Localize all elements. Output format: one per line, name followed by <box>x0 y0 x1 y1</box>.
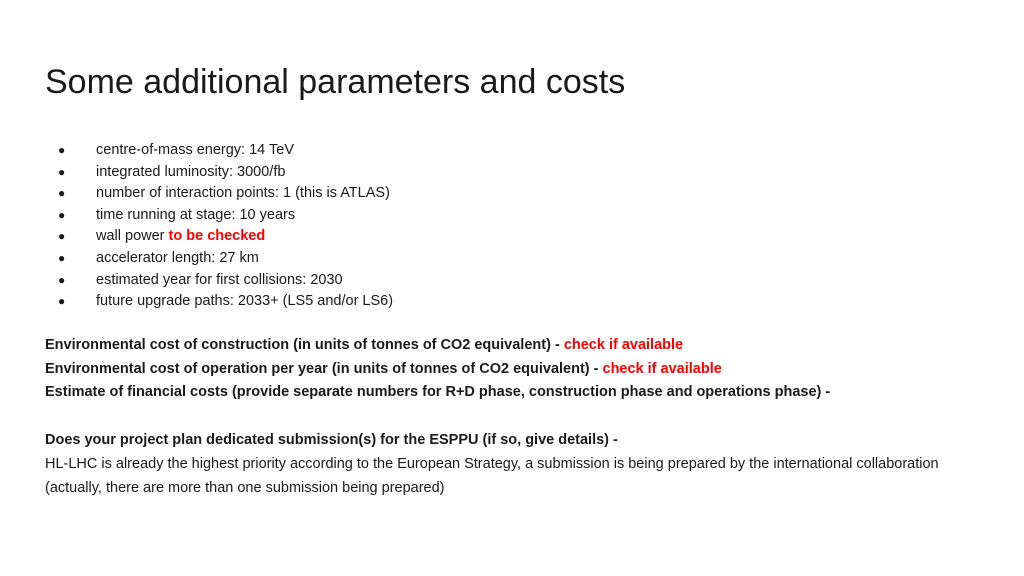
bullet-icon: ● <box>58 272 66 287</box>
wall-power-highlight: to be checked <box>168 228 266 245</box>
list-item <box>58 162 393 184</box>
list-item <box>58 270 393 292</box>
bullet-icon: ● <box>58 143 66 157</box>
bullet-icon: ● <box>58 186 66 201</box>
submission-answer: HL-LHC is already the highest priority according to the European Strategy, a submission is being prepared by the international collaboration (actually, there are more than one submission being prepared) <box>45 456 939 496</box>
list-item-text: wall power <box>96 228 169 245</box>
list-item <box>58 226 393 248</box>
list-item <box>58 183 393 205</box>
bullet-icon: ● <box>58 250 66 265</box>
list-item <box>58 248 393 270</box>
bullet-icon: ● <box>58 164 66 179</box>
financial-cost-label: Estimate of financial costs (provide separate numbers for R+D phase, construction phase and operations phase) - <box>45 384 831 400</box>
financial-cost-line <box>45 381 830 405</box>
submission-question: Does your project plan dedicated submission(s) for the ESPPU (if so, give details) - <box>45 432 618 448</box>
operation-cost-note: check if available <box>602 361 722 377</box>
list-item-text: estimated year for first collisions: 2030 <box>96 271 343 288</box>
list-item <box>58 140 393 162</box>
construction-cost-line <box>45 334 683 358</box>
operation-cost-label: Environmental cost of operation per year (in units of tonnes of CO2 equivalent) - <box>45 361 603 377</box>
list-item-text: future upgrade paths: 2033+ (LS5 and/or LS6) <box>96 293 394 310</box>
bullet-icon: ● <box>58 294 66 309</box>
parameter-list <box>58 140 393 313</box>
list-item-text: time running at stage: 10 years <box>96 206 296 223</box>
list-item-text: number of interaction points: 1 (this is ATLAS) <box>96 185 390 202</box>
construction-cost-label: Environmental cost of construction (in units of tonnes of CO2 equivalent) - <box>45 337 564 353</box>
list-item <box>58 291 393 313</box>
construction-cost-note: check if available <box>563 337 684 353</box>
operation-cost-line <box>45 358 722 382</box>
bullet-icon: ● <box>58 207 66 222</box>
bullet-icon: ● <box>58 229 66 244</box>
list-item <box>58 205 393 227</box>
list-item-text: integrated luminosity: 3000/fb <box>96 163 286 180</box>
page-title: Some additional parameters and costs <box>45 63 626 101</box>
list-item-text: centre-of-mass energy: 14 TeV <box>96 142 294 158</box>
list-item-text: accelerator length: 27 km <box>96 249 259 266</box>
